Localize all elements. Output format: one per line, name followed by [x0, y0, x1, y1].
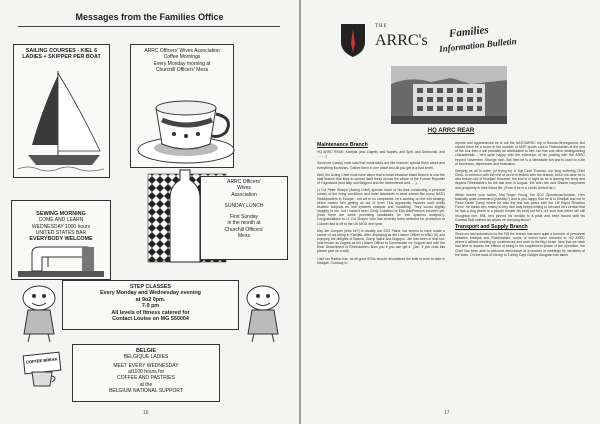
col1-paragraph-1: HQ ARRC REAR, Kiseljak (and Zagreb, and Naples, and Split, and Dubrovnik, and .........): [317, 150, 445, 159]
sewing-line-3: WEDNESDAY 1000 hours: [31, 223, 91, 230]
lunch-line-8: Mess: [238, 233, 250, 240]
sewing-morning-box: [11, 200, 111, 280]
belgie-box: [72, 344, 220, 402]
page-number-right: 17: [444, 410, 450, 416]
lunch-line-3: Association: [231, 191, 257, 198]
lunch-line-6: in the month at: [227, 220, 261, 227]
transport-supply-heading: Transport and Supply Branch: [455, 223, 528, 230]
maintenance-branch-heading: Maintenance Branch: [317, 142, 368, 148]
coffee-line-2: Coffee Mornings: [163, 54, 201, 61]
col1-paragraph-6: Capt Ian Railton has, as all good SO3s should, shouldered the bulk of work to date in Kiseljak. Contrary to: [317, 256, 445, 265]
right-page: [301, 0, 600, 424]
article-column-1: [317, 141, 445, 268]
sewing-line-5: EVERYBODY WELCOME: [29, 236, 93, 243]
hq-building-photo: [391, 66, 507, 124]
col1-paragraph-3: Well, the Acting Chief must have taken that to heart because Maint Branch is now the staff branch that likes to spread itself thinly across the whole of the Former Republic of Yugoslavia (and Italy and Belgium and the Netherlands and......).: [317, 172, 445, 186]
arrc-shield-emblem: [339, 22, 367, 58]
belgie-line-4: at1100 hours for: [127, 369, 165, 375]
page-title: Messages from the Families Office: [75, 12, 224, 22]
sewing-machine-illustration: [12, 243, 110, 279]
step-line-3: at 9o2 0pm.: [135, 296, 166, 303]
sewing-line-2: COME AND LEARN: [38, 217, 84, 224]
logo-info-bulletin: Information Bulletin: [438, 35, 518, 55]
step-line-1: STEP CLASSES: [130, 284, 171, 290]
step-line-2: Every Monday and Wednesday evening: [100, 290, 201, 297]
sailing-line-1: SAILING COURSES - KIEL 6: [25, 48, 98, 54]
step-line-5: All levels of fitness catered for: [111, 309, 190, 316]
sailing-course-box: [13, 44, 110, 178]
sailing-line-2: LADIES + SKIPPER PER BOAT: [22, 54, 101, 61]
belgie-line-1: BELGIE: [135, 348, 157, 354]
photo-caption: HQ ARRC REAR: [427, 128, 475, 134]
left-page: [0, 0, 299, 424]
coffee-line-4: Churchill Officers' Mess: [155, 66, 209, 73]
lunch-line-7: Churchill Officers': [224, 226, 264, 233]
step-line-6: Contact Louise on MG 550004: [112, 316, 189, 323]
coffee-line-3: Every Monday morning at: [153, 60, 211, 67]
col2-paragraph-4: Since our last submission to the FIB the branch has seen quite a turnover of personnel between Kiseljak and Rheindahlen, some of whom have returned to HQ ARRC where'd utilized meeting up conferences and work in the Big House. Now that we have had time to assess the effects of being in the supplement phase of the operation, the Chief has been able to welcome attendance at a number of meetings by members of the team. On the back of his trip to Turkey Capt Gwilym Vaughan has taken: [455, 231, 585, 257]
col1-paragraph-5: Maj Jim Jumpan (who he?) is usually our SO2 Plans, but seems to have made a career of not being in Kiseljak. After deploying as the Liaison Officer to MND (S) and enjoying the delights of Bosnia, Gornji Vakuf and Bugojno. Jim has been in that hot-hole known as Zagreb as the Liaison Officer to Commander for Support and with the Rear Detachment in Rheindahlen. Now you if you can get it. (Jan, if you read this please give us a call).: [317, 228, 445, 254]
sewing-line-1: SEWING MORNING: [36, 211, 86, 217]
belgie-line-2: BELGIQUE LADIES: [123, 354, 169, 361]
logo-arrcs: ARRC's: [375, 32, 428, 49]
lunch-line-2: Wives: [237, 185, 251, 192]
sewing-line-4: UNITED STATES BAR: [35, 230, 87, 236]
title-underline: [18, 26, 280, 27]
col2-paragraph-2: Keeping us all in order (or trying to) is Sgt Cecil Thomas, our long suffering Chief Clerk. In common with the rest of us he is tedium with the branch, but in his case he is also tedium out of Kiseljak! However, the end is in sight as he is leaving the army and departs Rheindahlen for the last time in August. We wish him and Sharon happiness and prosperity in their future life. (Even if he is a Leeds United fan.): [455, 168, 585, 190]
col1-paragraph-4: Lt Col Peter Sharpe (Acting Chief) spends much of his time conducting a personal survey of the living conditions and hotel standards in what seems like every NATO Headquarters in Europe - but we're no complaints, he's working on the exit strategy which means he's getting us out of here! This apparently involves such mildly esoteric subjects as 'exit systems analysis' and 'modelling'. They sound slightly naughty to me, but I haven't seen Cindy Crawford or Ella MacPherson involved yet. (Now there are some promising candidates for 'exit systems analysis'!). Congratulations to Lt Col Sharpe who has recently been selected for promotion to Colonel and is off to the UK MOD next year.: [317, 188, 445, 226]
teacup-illustration: [134, 88, 244, 168]
logo-families: Families: [448, 23, 490, 41]
sailboat-illustration: [14, 65, 109, 175]
belgie-line-3: MEET EVERY WEDNESDAY: [113, 362, 179, 369]
col2-paragraph-3: Which leaves your scribe, Maj Roger Young, the SO2 Operations/Aviation. He's basically quite contented (possibly?) and is just happy that he is in Kiseljak and not in Pleso Death Camp where he was the first two years with the Lift Rapid Reaction Force. He thinks he's mainly a very nice lady keeps writing to him and he's certain that he has a dog (there is a picture beside his bed) but he's not sure that either will still recognise him. Still, he's pinned his medals to a plate and been issued with his Combat Skill uniform so what's he worrying about?: [455, 192, 585, 222]
step-classes-box: [62, 280, 239, 330]
wives-lunch-box: [200, 176, 288, 260]
belgie-line-6: at the: [139, 381, 153, 388]
belgie-line-5: COFFEE AND PASTRIES: [117, 375, 175, 382]
step-line-4: 7-9 pm: [141, 303, 160, 310]
lunch-line-4: SUNDAY LUNCH: [224, 202, 264, 209]
coffee-break-label: COFFEE BREAK: [25, 356, 58, 365]
lunch-line-1: ARRC Officers': [227, 179, 261, 185]
cartoon-figure-right: [240, 284, 286, 344]
coffee-break-sign: [20, 350, 68, 390]
cartoon-figure-left: [16, 284, 62, 344]
belgie-line-7: BELGIUM NATIONAL SUPPORT: [109, 387, 183, 394]
logo-the: THE: [375, 24, 388, 29]
lunch-line-5: First Sunday: [229, 214, 259, 221]
col2-paragraph-1: reports and appearances he is not the NATO/ARRC rep in Bosnia-Herzegovina. But should there be a boom in the number of MGP sports cars in Rheindahlen at the end of the tour then it will probably be attributable to him. Ian has one other distinguishing characteristic - he's quite happy with the extension of his posting with the ARRC beyond November. Strange man. But then he is a Newcastle fan and is used to a life of loneliness, depression and frustration.: [455, 141, 585, 166]
col1-paragraph-2: Someone (nasty) once said that moderators are like manure; spread them about and everything flourishes. Gather them in one place and all you get is a bad smell.: [317, 161, 445, 170]
page-number-left: 16: [143, 410, 149, 416]
article-column-2: [455, 141, 585, 260]
coffee-line-1: ARRC Officers' Wives Association: [144, 48, 220, 54]
